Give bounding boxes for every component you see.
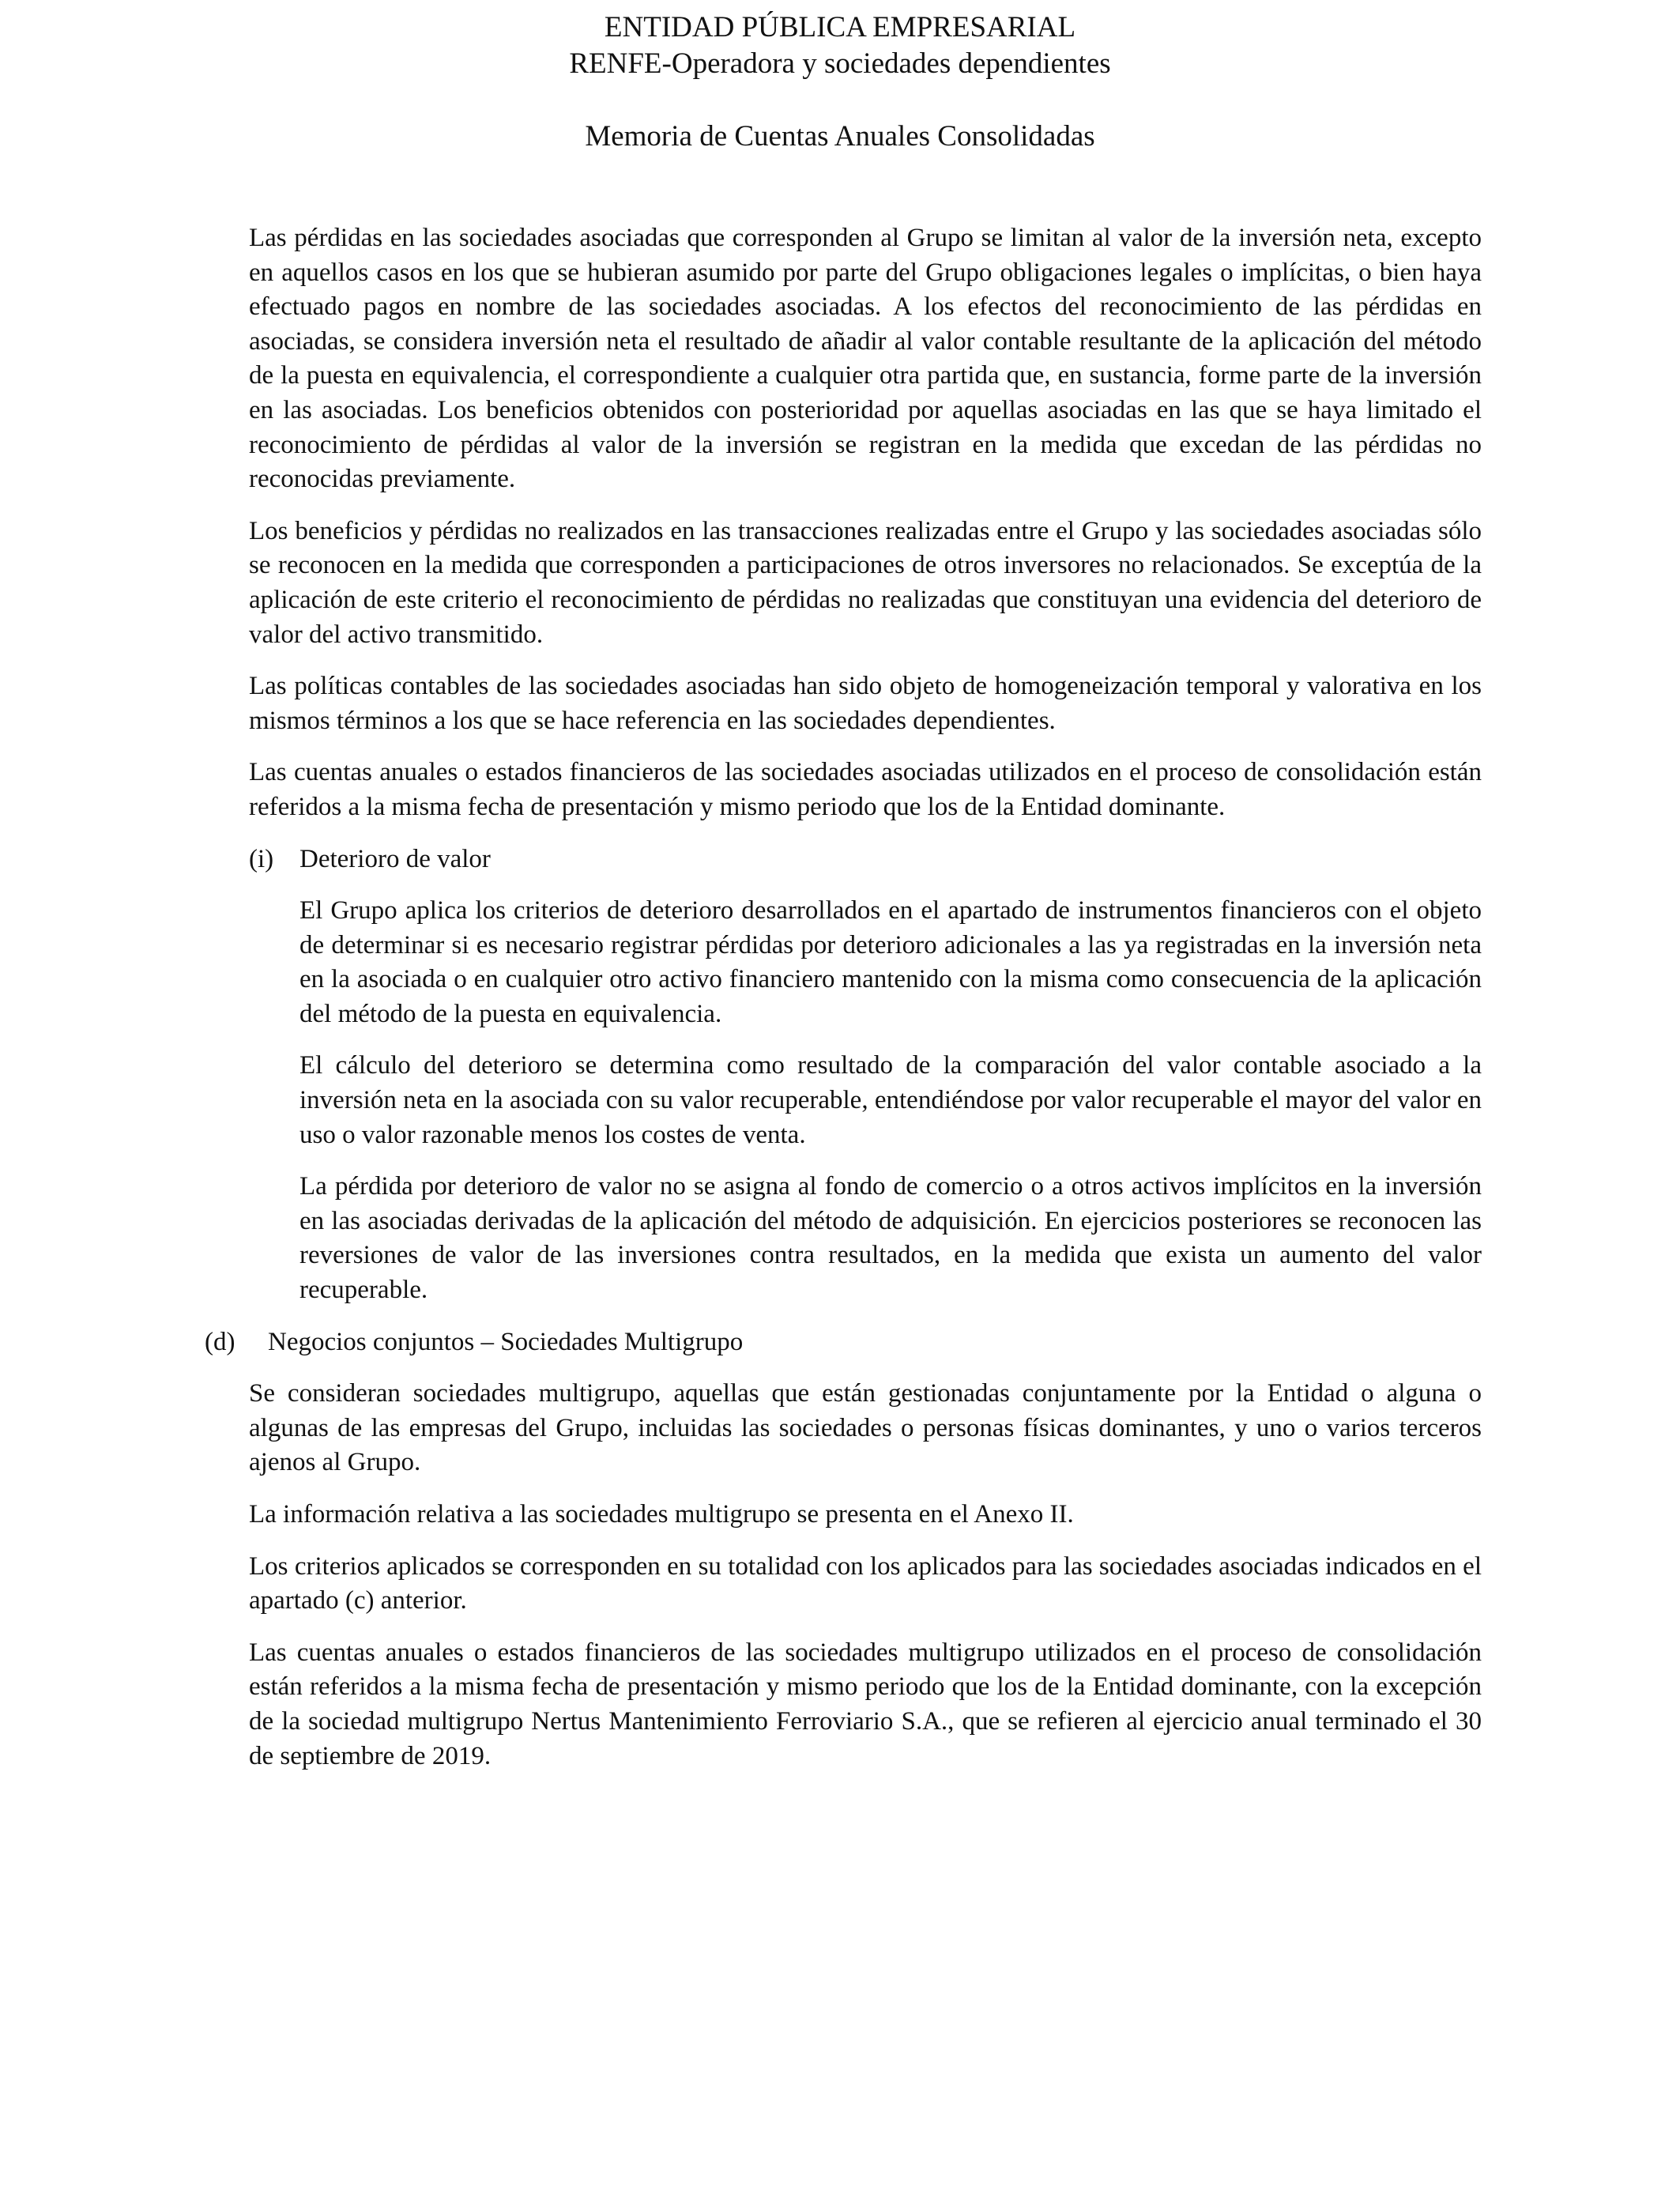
joint-ventures-title: Negocios conjuntos – Sociedades Multigrupo [268,1327,744,1356]
paragraph-associates-policies: Las políticas contables de las sociedades asociadas han sido objeto de homogeneización temporal y valorativa en los mismos términos a los que se hace referencia en las sociedades dependientes. [249,672,1482,735]
impairment-marker: (i) [249,844,274,873]
paragraph-associates-unrealized: Los beneficios y pérdidas no realizados en las transacciones realizadas entre el Grupo y las sociedades asociadas sólo se reconocen en la medida que corresponden a participaciones de otros inversores no relacionados. Se exceptúa de la aplicación de este criterio el reconocimiento de pérdidas no realizadas que constituyan una evidencia del deterioro de valor del activo transmitido. [249,516,1482,649]
impairment-section [299,894,1482,1308]
paragraph-associates-losses: Las pérdidas en las sociedades asociadas que corresponden al Grupo se limitan al valor de la inversión neta, excepto en aquellos casos en los que se hubieran asumido por parte del Grupo obligaciones legales o implícitas, o bien haya efectuado pagos en nombre de las sociedades asociadas. A los efectos del reconocimiento de las pérdidas en asociadas, se considera inversión neta el resultado de añadir al valor contable resultante de la aplicación del método de la puesta en equivalencia, el correspondiente a cualquier otra partida que, en sustancia, forme parte de la inversión en las asociadas. Los beneficios obtenidos con posterioridad por aquellas asociadas en las que se haya limitado el reconocimiento de pérdidas al valor de la inversión se registran en la medida que excedan de las pérdidas no reconocidas previamente. [249,224,1482,494]
impairment-title: Deterioro de valor [299,844,491,873]
page-header [0,9,1680,155]
joint-ventures-marker: (d) [205,1327,235,1356]
paragraph-joint-ventures-criteria: Los criterios aplicados se corresponden en su totalidad con los aplicados para las sociedades asociadas indicados en el apartado (c) anterior. [249,1551,1482,1615]
paragraph-associates-reporting-date: Las cuentas anuales o estados financieros de las sociedades asociadas utilizados en el proceso de consolidación están referidos a la misma fecha de presentación y mismo periodo que los de la Entidad dominante. [249,758,1482,821]
joint-ventures-heading [205,1325,1482,1360]
paragraph-impairment-criteria: El Grupo aplica los criterios de deterioro desarrollados en el apartado de instrumentos financieros con el objeto de determinar si es necesario registrar pérdidas por deterioro adicionales a las ya registradas en la inversión neta en la asociada o en cualquier otro activo financiero mantenido con la misma como consecuencia de la aplicación del método de la puesta en equivalencia. [299,896,1482,1028]
entity-name: ENTIDAD PÚBLICA EMPRESARIAL [604,11,1076,43]
paragraph-joint-ventures-reporting-date: Las cuentas anuales o estados financieros de las sociedades multigrupo utilizados en el proceso de consolidación están referidos a la misma fecha de presentación y mismo periodo que los de la Entidad dominante, con la excepción de la sociedad multigrupo Nertus Mantenimiento Ferroviario S.A., que se refieren al ejercicio anual terminado el 30 de septiembre de 2019. [249,1638,1482,1770]
impairment-heading [249,843,1482,877]
paragraph-joint-ventures-definition: Se consideran sociedades multigrupo, aquellas que están gestionadas conjuntamente por la Entidad o alguna o algunas de las empresas del Grupo, incluidas las sociedades o personas físicas dominantes, y uno o varios terceros ajenos al Grupo. [249,1379,1482,1477]
paragraph-joint-ventures-annex: La información relativa a las sociedades multigrupo se presenta en el Anexo II. [249,1500,1074,1529]
paragraph-impairment-calculation: El cálculo del deterioro se determina como resultado de la comparación del valor contable asociado a la inversión neta en la asociada con su valor recuperable, entendiéndose por valor recuperable el mayor del valor en uso o valor razonable menos los costes de venta. [299,1051,1482,1149]
document-title: Memoria de Cuentas Anuales Consolidadas [585,120,1095,153]
paragraph-impairment-allocation: La pérdida por deterioro de valor no se asigna al fondo de comercio o a otros activos implícitos en la inversión en las asociadas derivadas de la aplicación del método de adquisición. En ejercicios posteriores se reconocen las reversiones de valor de las inversiones contra resultados, en la medida que exista un aumento del valor recuperable. [299,1172,1482,1305]
group-name: RENFE-Operadora y sociedades dependientes [569,47,1111,80]
document-body [205,221,1482,1791]
